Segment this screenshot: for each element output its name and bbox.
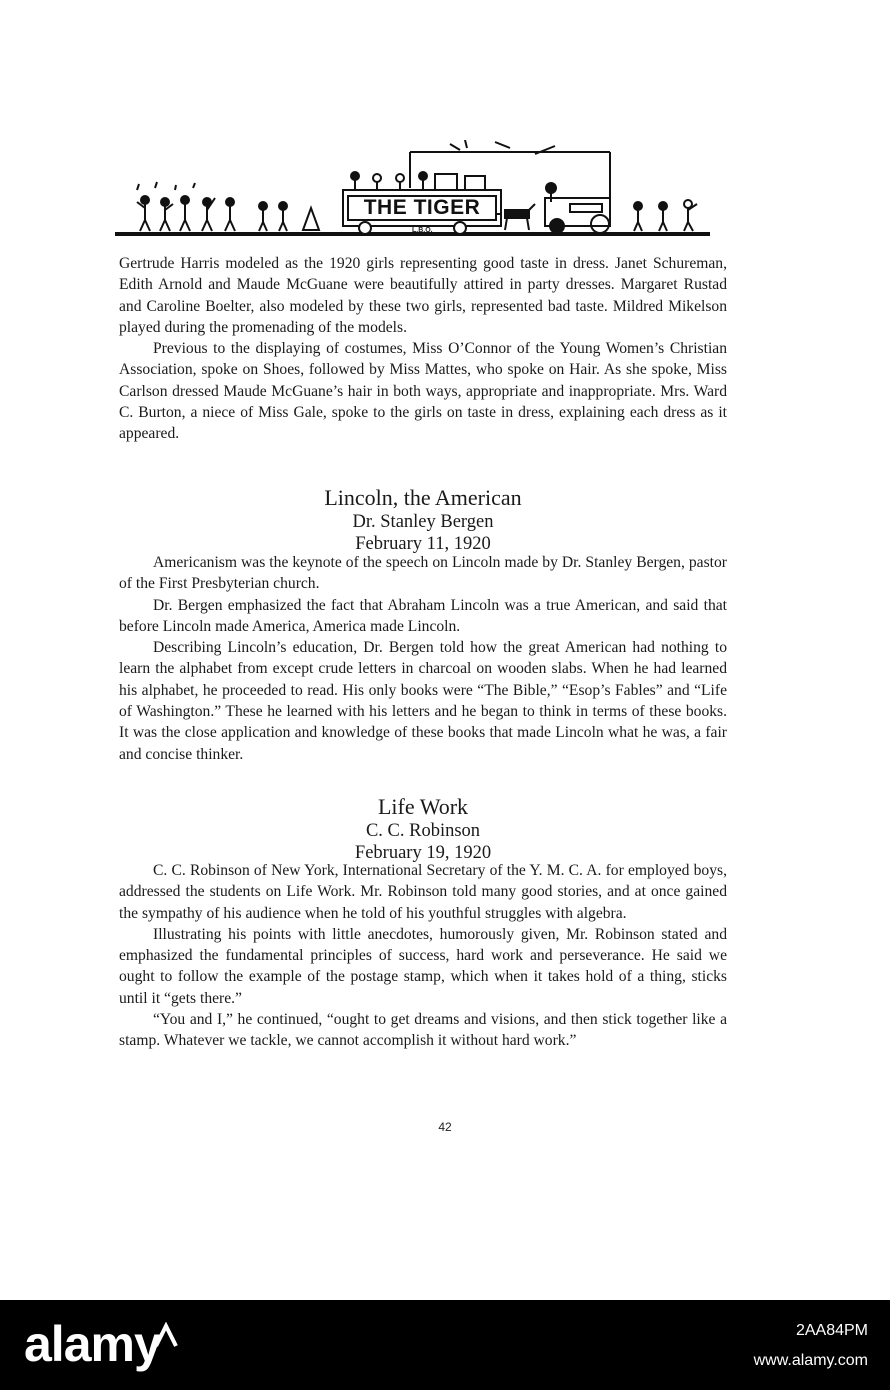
lincoln-section	[119, 552, 727, 765]
paragraph: Describing Lincoln’s education, Dr. Bergen told how the great American had nothing to learn the alphabet from except crude letters in charcoal on wooden slabs. When he had learned his alphabet, he proceeded to read. His only books were “The Bible,” “Esop’s Fables” and “Life of Washington.” These he learned with his letters and he began to think in terms of these books. It was the close application and knowledge of these books that made Lincoln what he was, a fair and concise thinker.	[119, 639, 727, 763]
section-title: Lincoln, the American	[324, 485, 522, 510]
lifework-heading	[119, 794, 727, 864]
section-speaker: Dr. Stanley Bergen	[352, 512, 494, 532]
site-url[interactable]: www.alamy.com	[753, 1352, 868, 1369]
alamy-a-icon	[152, 1322, 180, 1350]
section-title: Life Work	[377, 794, 469, 819]
page-number: 42	[438, 1120, 452, 1134]
paragraph: Americanism was the keynote of the speech on Lincoln made by Dr. Stanley Bergen, pastor of the First Presbyterian church.	[119, 554, 727, 593]
paragraph: Dr. Bergen emphasized the fact that Abraham Lincoln was a true American, and said that before Lincoln made America, America made Lincoln.	[119, 596, 727, 635]
section-speaker: C. C. Robinson	[365, 821, 481, 841]
lincoln-heading	[119, 485, 727, 555]
paragraph: “You and I,” he continued, “ought to get dreams and visions, and then stick together like a stamp. Whatever we tackle, we cannot accomplish it without hard work.”	[119, 1011, 727, 1050]
lifework-section	[119, 860, 727, 1052]
banner-title: THE TIGER	[347, 195, 497, 221]
artist-initials: L.B.O.	[412, 227, 433, 234]
paragraph: Gertrude Harris modeled as the 1920 girls representing good taste in dress. Janet Schureman, Edith Arnold and Maude McGuane were beautifully attired in party dresses. Margaret Rustad and Caroline Boelter, also modeled by these two girls, represented bad taste. Mildred Mikelson played during the promenading of the models.	[119, 255, 727, 336]
paragraph: Illustrating his points with little anecdotes, humorously given, Mr. Robinson stated and emphasized the fundamental principles of success, hard work and perseverance. He said we ought to follow the example of the postage stamp, which when it takes hold of a thing, sticks until it “gets there.”	[119, 925, 727, 1007]
image-id: 2AA84PM	[795, 1322, 868, 1339]
paragraph: Previous to the displaying of costumes, Miss O’Connor of the Young Women’s Christian Association, spoke on Shoes, followed by Miss Mattes, who spoke on Hair. As she spoke, Miss Carlson dressed Maude McGuane’s hair in both ways, appropriate and inappropriate. Mrs. Ward C. Burton, a niece of Miss Gale, spoke to the girls on taste in dress, explaining each dress as it appeared.	[119, 340, 727, 443]
stock-footer	[0, 1300, 890, 1390]
intro-section	[119, 253, 727, 445]
paragraph: C. C. Robinson of New York, International Secretary of the Y. M. C. A. for employed boys, addressed the students on Life Work. Mr. Robinson told many good stories, and at once gained the sympathy of his audience when he told of his youthful struggles with algebra.	[119, 862, 727, 922]
section-date: February 19, 1920	[354, 843, 492, 863]
alamy-logo: alamy	[24, 1316, 161, 1372]
section-date: February 11, 1920	[355, 534, 491, 554]
header-banner	[115, 140, 710, 240]
parade-illustration	[115, 140, 710, 240]
